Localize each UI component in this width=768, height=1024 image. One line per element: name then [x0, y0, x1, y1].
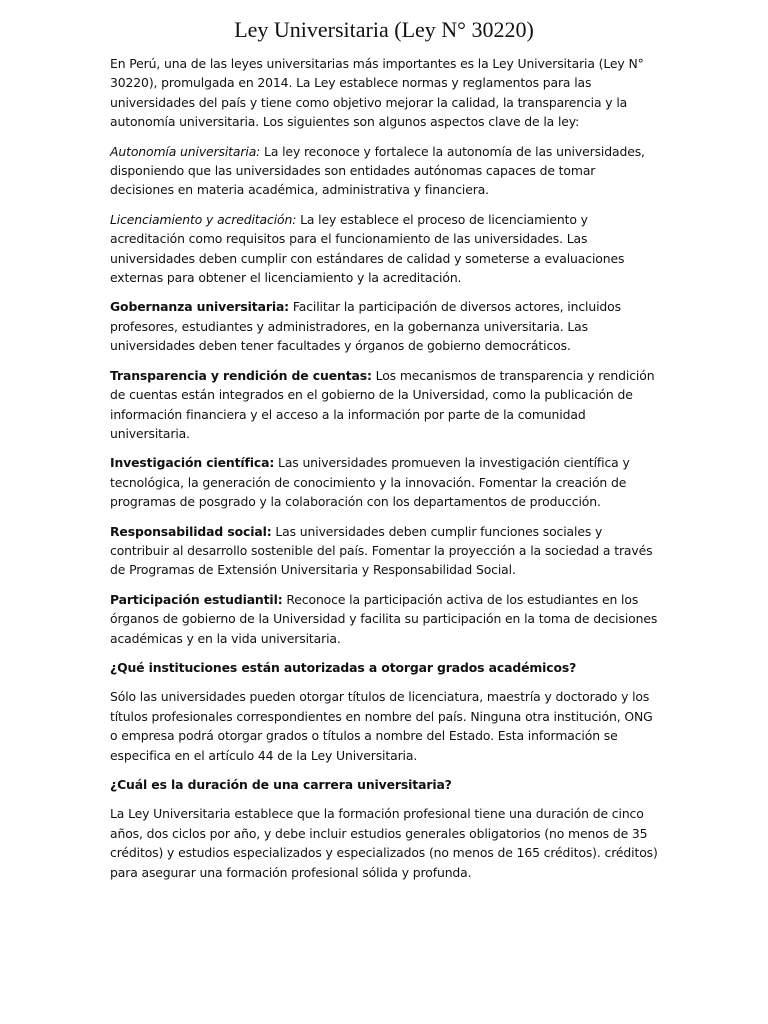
document-title: Ley Universitaria (Ley N° 30220) — [234, 17, 534, 42]
aspect-investigacion — [110, 453, 662, 511]
aspect-text: La ley establece el proceso de licenciamiento y acreditación como requisitos para el funcionamiento de las universidades. Las universidades deben cumplir con estándares de calidad y someterse a evaluaciones externas para obtener el licenciamiento y la acreditación. — [110, 211, 625, 286]
aspect-transparencia — [110, 366, 662, 444]
aspect-label: Transparencia y rendición de cuentas: — [110, 367, 372, 383]
question-duracion: ¿Cuál es la duración de una carrera universitaria? — [110, 777, 452, 792]
aspect-participacion — [110, 590, 662, 648]
aspect-text: Facilitar la participación de diversos actores, incluidos profesores, estudiantes y administradores, en la gobernanza universitaria. Las universidades deben tener facultades y órganos de gobierno democráticos. — [110, 299, 621, 354]
aspect-gobernanza — [110, 297, 662, 355]
document-body — [110, 54, 662, 892]
intro-paragraph: En Perú, una de las leyes universitarias más importantes es la Ley Universitaria (Ley N° 30220), promulgada en 2014. La Ley establece normas y reglamentos para las universidades del país y tiene como objetivo mejorar la calidad, la transparencia y la autonomía universitaria. Los siguientes son algunos aspectos clave de la ley: — [110, 56, 644, 130]
answer-grados: Sólo las universidades pueden otorgar títulos de licenciatura, maestría y doctorado y los títulos profesionales correspondientes en nombre del país. Ninguna otra institución, ONG o empresa podrá otorgar grados o títulos a nombre del Estado. Esta información se especifica en el artículo 44 de la Ley Universitaria. — [110, 689, 653, 763]
aspect-text: La ley reconoce y fortalece la autonomía de las universidades, disponiendo que las universidades son entidades autónomas capaces de tomar decisiones en materia académica, administrativa y financiera. — [110, 143, 645, 198]
aspect-text: Las universidades deben cumplir funciones sociales y contribuir al desarrollo sostenible del país. Fomentar la proyección a la sociedad a través de Programas de Extensión Universitaria y Responsabilidad Social. — [110, 523, 653, 578]
aspect-responsabilidad — [110, 522, 662, 580]
aspect-label: Autonomía universitaria: — [110, 143, 261, 159]
aspect-text: Las universidades promueven la investigación científica y tecnológica, la generación de conocimiento y la innovación. Fomentar la creación de programas de posgrado y la colaboración con los departamentos de producción. — [110, 455, 630, 510]
answer-duracion: La Ley Universitaria establece que la formación profesional tiene una duración de cinco años, dos ciclos por año, y debe incluir estudios generales obligatorios (no menos de 35 créditos) y estudios especializados y especializados (no menos de 165 créditos). créditos) para asegurar una formación profesional sólida y profunda. — [110, 806, 658, 880]
aspect-label: Investigación científica: — [110, 455, 275, 471]
aspect-text: Reconoce la participación activa de los estudiantes en los órganos de gobierno de la Universidad y facilita su participación en la toma de decisiones académicas y en la vida universitaria. — [110, 591, 658, 646]
question-grados: ¿Qué instituciones están autorizadas a otorgar grados académicos? — [110, 659, 577, 675]
aspect-label: Responsabilidad social: — [110, 523, 272, 539]
aspect-text: Los mecanismos de transparencia y rendición de cuentas están integrados en el gobierno de la Universidad, como la publicación de información financiera y el acceso a la información por parte de la comunidad universitaria. — [110, 367, 655, 441]
aspect-licenciamiento — [110, 210, 662, 288]
aspect-label: Participación estudiantil: — [110, 591, 283, 607]
aspect-label: Licenciamiento y acreditación: — [110, 211, 297, 227]
aspect-label: Gobernanza universitaria: — [110, 299, 290, 315]
aspect-autonomia — [110, 142, 662, 200]
